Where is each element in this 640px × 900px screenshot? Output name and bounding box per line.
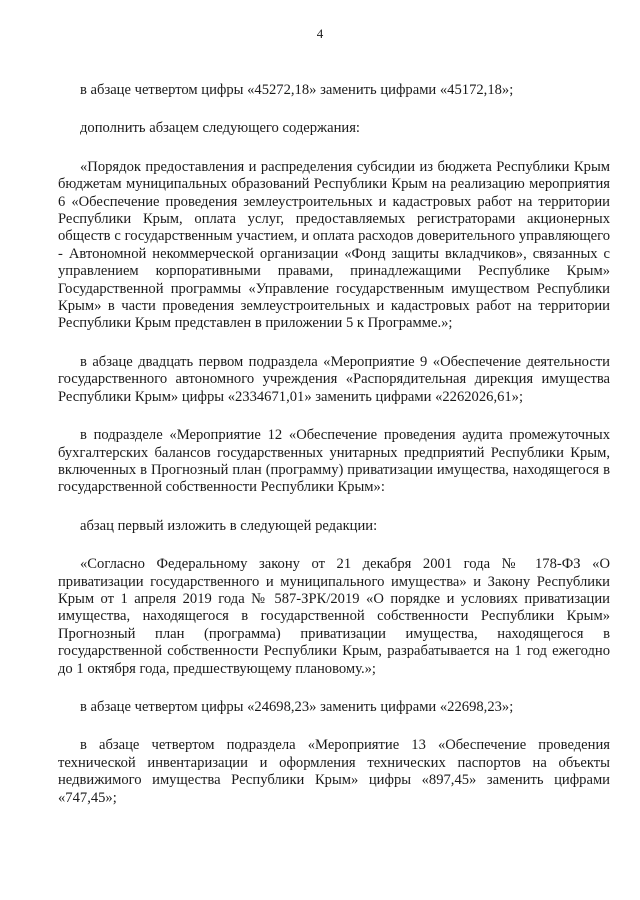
paragraph-amend-fourth-paragraph: в абзаце четвертом цифры «45272,18» заменить цифрами «45172,18»; — [80, 82, 514, 98]
paragraph-event-9-amendment: в абзаце двадцать первом подраздела «Мероприятие 9 «Обеспечение деятельности государственного автономного учреждения «Распорядительная дирекция имущества Республики Крым» цифры «2334671,01» заменить цифрами «2262026,61»; — [58, 353, 610, 405]
paragraph-first-paragraph-wording: абзац первый изложить в следующей редакции: — [80, 517, 378, 534]
paragraph-event-13-amendment: в абзаце четвертом подраздела «Мероприятие 13 «Обеспечение проведения технической инвентаризации и оформления технических паспортов на объекты недвижимого имущества Республики Крым» цифры «897,45» заменить цифрами «747,45»; — [58, 737, 610, 806]
paragraph-event-12-heading: в подразделе «Мероприятие 12 «Обеспечение проведения аудита промежуточных бухгалтерских балансов государственных унитарных предприятий Республики Крым, включенных в Прогнозный план (программу) приватизации имущества, находящегося в государственной собственности Республики Крым»: — [58, 427, 610, 496]
document-body — [58, 82, 610, 828]
paragraph-amend-24698: в абзаце четвертом цифры «24698,23» заменить цифрами «22698,23»; — [80, 698, 514, 715]
page-number: 4 — [316, 26, 324, 41]
paragraph-subsidy-procedure: «Порядок предоставления и распределения субсидии из бюджета Республики Крым бюджетам муниципальных образований Республики Крым на реализацию мероприятия 6 «Обеспечение проведения землеустроительных и кадастровых работ на территории Республики Крым, оплата услуг, предоставляемых регистраторами акционерных обществ с государственным участием, и оплата расходов доверительного управляющего - Автономной некоммерческой организации «Фонд защиты вкладчиков», связанных с управлением корпоративными правами, принадлежащими Республике Крым» Государственной программы «Управление государственным имуществом Республики Крым» в части проведения землеустроительных и кадастровых работ на территории Республики Крым представлен в приложении 5 к Программе.»; — [58, 158, 610, 332]
paragraph-add-paragraph: дополнить абзацем следующего содержания: — [80, 120, 360, 137]
paragraph-privatization-law: «Согласно Федеральному закону от 21 декабря 2001 года № 178-ФЗ «О приватизации государственного и муниципального имущества» и Закону Республики Крым от 1 апреля 2019 года № 587-ЗРК/2019 «О порядке и условиях приватизации имущества, находящегося в государственной собственности Республики Крым» Прогнозный план (программа) приватизации имущества, находящегося в государственной собственности Республики Крым, разрабатывается на 1 год ежегодно до 1 октября года, предшествующему плановому.»; — [58, 556, 610, 677]
